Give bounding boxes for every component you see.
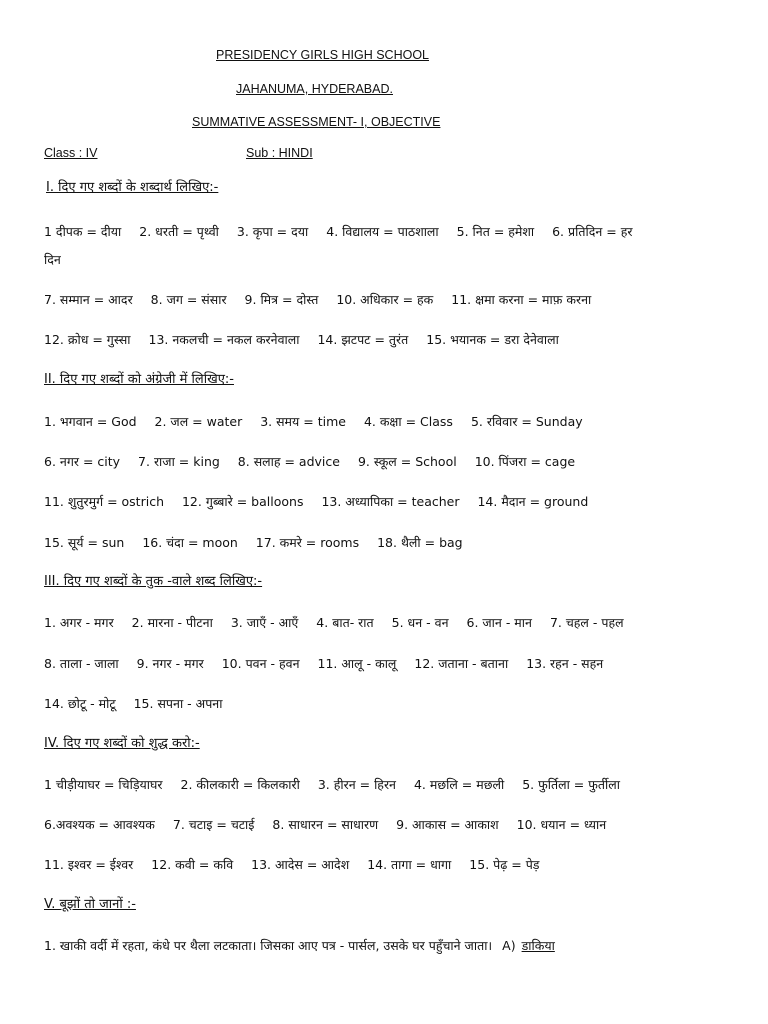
list-item: 4. मछलि = मछली	[413, 777, 505, 792]
list-item: 3. जाएँ - आएँ	[230, 615, 299, 630]
list-item: 7. चटाइ = चटाई	[172, 817, 255, 832]
answer-prefix: A)	[502, 938, 516, 953]
section-3-line-1	[44, 614, 638, 631]
list-item: 10. अधिकार = हक	[336, 292, 434, 307]
list-item: 6. नगर = city	[44, 454, 121, 469]
list-item: 9. आकास = आकाश	[396, 817, 499, 832]
list-item: 2. जल = water	[154, 414, 243, 429]
list-item: 13. रहन - सहन	[526, 656, 604, 671]
list-item: 10. पिंजरा = cage	[474, 454, 576, 469]
list-item: 14. झटपट = तुरंत	[317, 332, 409, 347]
section-4-heading: IV. दिए गए शब्दों को शुद्ध करो:-	[44, 736, 200, 751]
subject-label: Sub : HINDI	[246, 146, 313, 160]
section-2-line-4	[44, 534, 477, 551]
list-item: 13. अध्यापिका = teacher	[321, 494, 460, 509]
list-item: दिन	[44, 252, 61, 267]
list-item: 18. थैली = bag	[377, 535, 463, 550]
list-item: 15. पेढ़ = पेड़	[469, 857, 540, 872]
list-item: 8. ताला - जाला	[44, 656, 119, 671]
list-item: 16. चंदा = moon	[142, 535, 238, 550]
list-item: 11. इश्वर = ईश्वर	[44, 857, 134, 872]
list-item: 12. जताना - बताना	[414, 656, 509, 671]
list-item: 14. छोटू - मोटू	[44, 696, 116, 711]
class-label: Class : IV	[44, 146, 98, 160]
list-item: 5. फुर्तिला = फुर्तीला	[522, 777, 620, 792]
list-item: 7. चहल - पहल	[549, 615, 624, 630]
list-item: 14. मैदान = ground	[477, 494, 589, 509]
list-item: 7. सम्मान = आदर	[44, 292, 133, 307]
list-item: 15. सूर्य = sun	[44, 535, 125, 550]
list-item: 14. तागा = धागा	[367, 857, 452, 872]
section-4-line-2	[44, 816, 620, 833]
list-item: 5. रविवार = Sunday	[470, 414, 583, 429]
list-item: 9. नगर - मगर	[136, 656, 204, 671]
section-3-heading: III. दिए गए शब्दों के तुक -वाले शब्द लिखिए:-	[44, 574, 263, 589]
list-item: 1 चीड़ीयाघर = चिड़ियाघर	[44, 777, 163, 792]
section-4-line-3	[44, 856, 554, 873]
section-1-line-1	[44, 223, 646, 240]
exam-title: SUMMATIVE ASSESSMENT- I, OBJECTIVE	[192, 115, 441, 129]
list-item: 1 दीपक = दीया	[44, 224, 122, 239]
list-item: 10. पवन - हवन	[221, 656, 300, 671]
section-2-line-1	[44, 413, 597, 430]
riddle-text: 1. खाकी वर्दी में रहता, कंधे पर थैला लटकाता। जिसका आए पत्र - पार्सल, उसके घर पहुँचाने जाता।	[44, 938, 493, 953]
section-3-line-3	[44, 695, 236, 712]
section-2-heading: II. दिए गए शब्दों को अंग्रेजी में लिखिए:-	[44, 372, 234, 387]
school-name: PRESIDENCY GIRLS HIGH SCHOOL	[216, 48, 430, 62]
section-1-heading: I. दिए गए शब्दों के शब्दार्थ लिखिए:-	[46, 180, 219, 195]
list-item: 9. स्कूल = School	[357, 454, 457, 469]
section-3-line-2	[44, 655, 617, 672]
list-item: 12. क्रोध = गुस्सा	[44, 332, 131, 347]
list-item: 8. सलाह = advice	[237, 454, 340, 469]
list-item: 3. हीरन = हिरन	[317, 777, 396, 792]
section-5-riddle	[44, 937, 569, 954]
list-item: 4. विद्यालय = पाठशाला	[326, 224, 439, 239]
list-item: 1. अगर - मगर	[44, 615, 114, 630]
list-item: 2. मारना - पीटना	[131, 615, 213, 630]
list-item: 7. राजा = king	[138, 454, 220, 469]
list-item: 8. जग = संसार	[150, 292, 227, 307]
list-item: 8. साधारन = साधारण	[272, 817, 379, 832]
list-item: 13. आदेस = आदेश	[251, 857, 350, 872]
list-item: 3. समय = time	[260, 414, 346, 429]
list-item: 15. भयानक = डरा देनेवाला	[426, 332, 559, 347]
list-item: 6.अवश्यक = आवश्यक	[44, 817, 155, 832]
section-1-line-2	[44, 291, 605, 308]
list-item: 11. शुतुरमुर्ग = ostrich	[44, 494, 164, 509]
list-item: 12. कवी = कवि	[151, 857, 234, 872]
list-item: 4. बात- रात	[316, 615, 374, 630]
list-item: 13. नकलची = नकल करनेवाला	[148, 332, 300, 347]
list-item: 12. गुब्बारे = balloons	[181, 494, 304, 509]
list-item: 11. क्षमा करना = माफ़ करना	[451, 292, 592, 307]
list-item: 2. कीलकारी = किलकारी	[180, 777, 300, 792]
list-item: 1. भगवान = God	[44, 414, 137, 429]
list-item: 17. कमरे = rooms	[255, 535, 360, 550]
school-location: JAHANUMA, HYDERABAD.	[236, 82, 393, 96]
list-item: 2. धरती = पृथ्वी	[139, 224, 219, 239]
list-item: 5. धन - वन	[391, 615, 449, 630]
section-1-line-1-cont	[44, 251, 75, 268]
list-item: 6. जान - मान	[466, 615, 532, 630]
list-item: 9. मित्र = दोस्त	[244, 292, 319, 307]
list-item: 5. नित = हमेशा	[456, 224, 535, 239]
list-item: 3. कृपा = दया	[236, 224, 309, 239]
section-2-line-3	[44, 493, 602, 510]
riddle-answer: डाकिया	[521, 938, 555, 953]
section-4-line-1	[44, 776, 634, 793]
section-1-line-3	[44, 331, 573, 348]
list-item: 15. सपना - अपना	[133, 696, 223, 711]
section-5-heading: V. बूझों तो जानों :-	[44, 897, 136, 912]
list-item: 4. कक्षा = Class	[363, 414, 453, 429]
list-item: 6. प्रतिदिन = हर	[552, 224, 633, 239]
list-item: 11. आलू - कालू	[317, 656, 397, 671]
list-item: 10. धयान = ध्यान	[516, 817, 607, 832]
section-2-line-2	[44, 453, 589, 470]
